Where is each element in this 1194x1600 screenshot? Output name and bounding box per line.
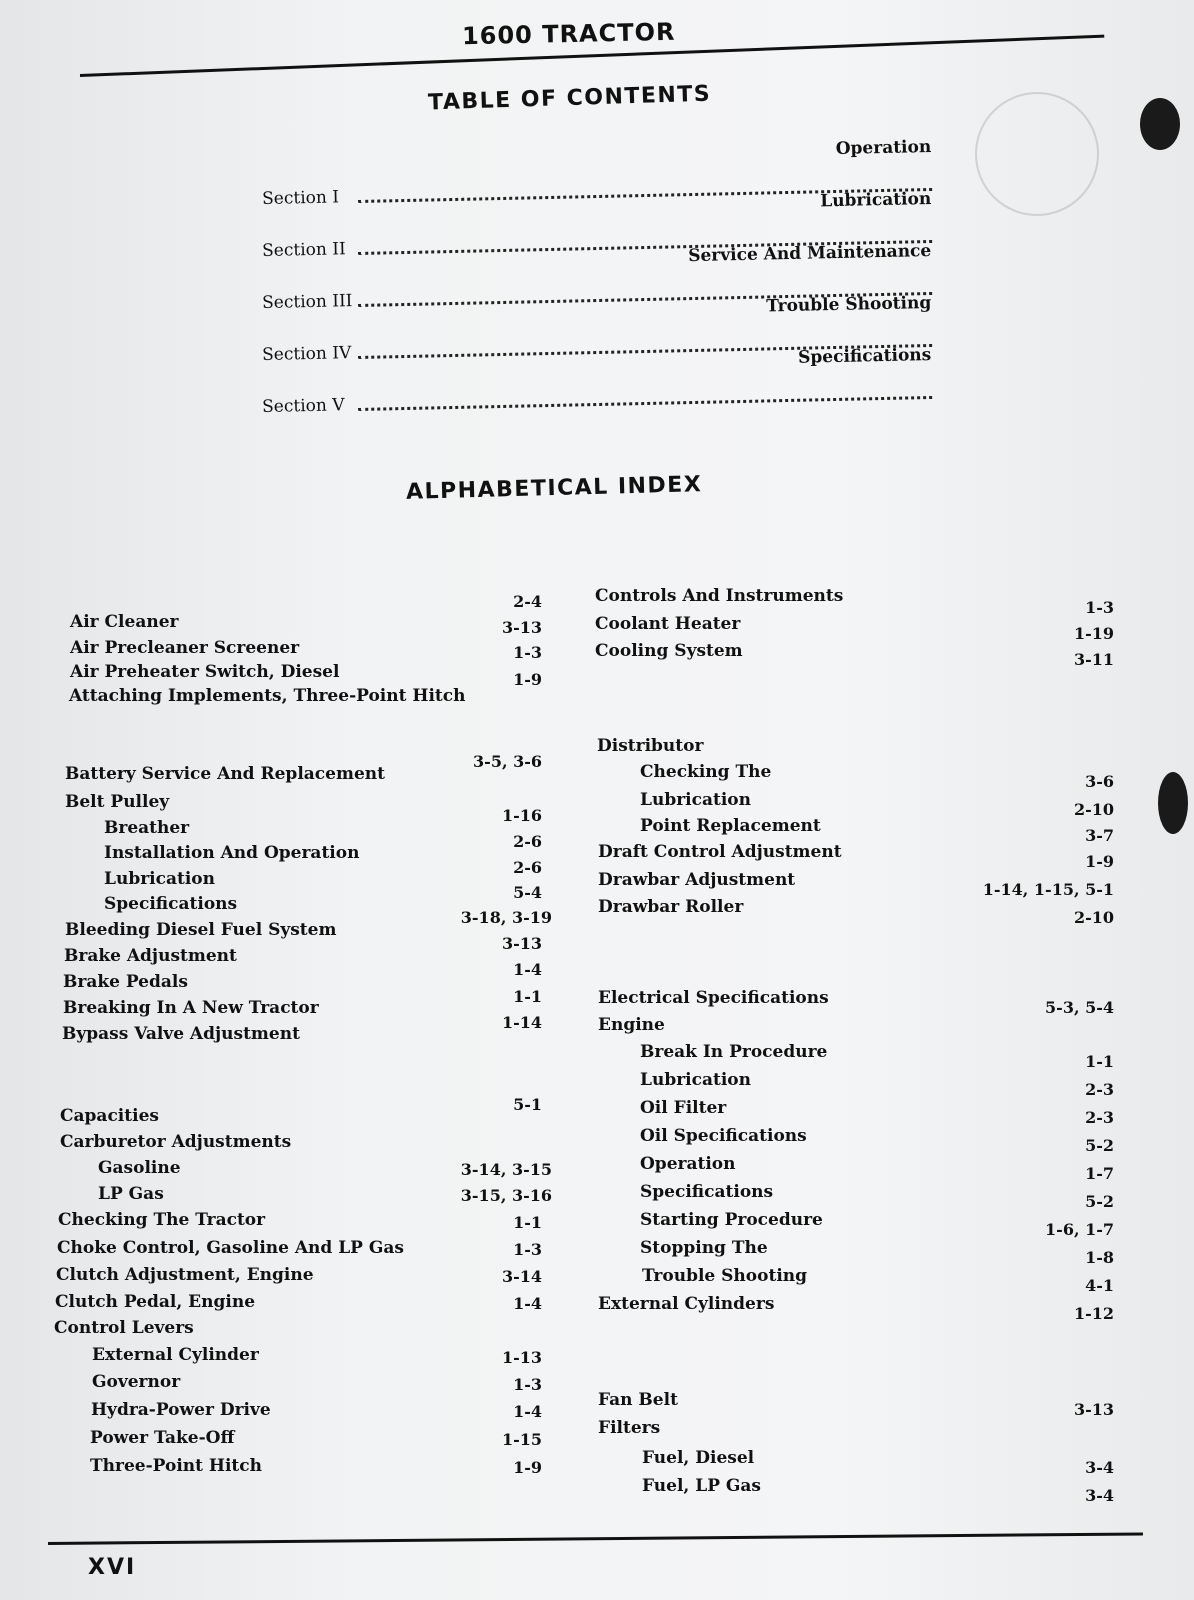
toc-section: Section IV <box>261 343 352 366</box>
index-page: 3-13 <box>501 618 542 637</box>
index-entry: Engine <box>598 1015 665 1035</box>
index-entry: Starting Procedure <box>640 1210 823 1230</box>
toc-title: Service And Maintenance <box>688 240 932 267</box>
index-entry: Three-Point Hitch <box>90 1456 262 1476</box>
index-page: 1-3 <box>513 1240 542 1259</box>
index-page: 2-6 <box>513 858 542 877</box>
index-page: 2-10 <box>1073 908 1114 927</box>
index-entry: Brake Adjustment <box>64 946 237 966</box>
index-page: 2-10 <box>1073 800 1114 819</box>
index-page: 2-3 <box>1085 1108 1114 1127</box>
index-entry: Bypass Valve Adjustment <box>62 1024 300 1044</box>
toc-heading: TABLE OF CONTENTS <box>427 81 712 116</box>
index-page: 4-1 <box>1085 1276 1114 1295</box>
index-entry: Choke Control, Gasoline And LP Gas <box>57 1238 404 1258</box>
index-entry: External Cylinders <box>598 1294 775 1314</box>
index-entry: Draft Control Adjustment <box>598 842 842 862</box>
index-page: 1-8 <box>1085 1248 1114 1267</box>
index-page: 1-12 <box>1073 1304 1114 1323</box>
index-page: 3-5, 3-6 <box>473 752 542 771</box>
index-entry: Lubrication <box>104 869 215 889</box>
index-entry: Point Replacement <box>640 816 821 836</box>
index-page: 1-14, 1-15, 5-1 <box>982 880 1114 899</box>
index-entry: Break In Procedure <box>640 1042 828 1062</box>
index-entry: Breaking In A New Tractor <box>63 998 319 1018</box>
index-page: 1-19 <box>1073 624 1114 643</box>
index-page: 1-3 <box>513 643 542 662</box>
index-page: 1-9 <box>513 1458 542 1477</box>
index-page: 3-4 <box>1085 1458 1114 1477</box>
index-entry: Clutch Adjustment, Engine <box>56 1265 314 1285</box>
toc-section: Section II <box>261 239 346 262</box>
index-entry: Cooling System <box>595 641 743 661</box>
index-entry: Trouble Shooting <box>642 1266 808 1286</box>
index-entry: Lubrication <box>640 790 751 810</box>
index-entry: Governor <box>92 1372 181 1392</box>
index-entry: Controls And Instruments <box>595 586 844 606</box>
index-page: 2-4 <box>513 592 542 611</box>
page-header-title: 1600 TRACTOR <box>461 17 676 51</box>
index-entry: Specifications <box>640 1182 774 1202</box>
index-page: 1-15 <box>501 1430 542 1449</box>
index-entry: Specifications <box>104 894 238 914</box>
page-number: XVI <box>88 1555 137 1580</box>
index-page: 1-4 <box>513 1294 542 1313</box>
footer-rule <box>48 1532 1143 1545</box>
index-page: 3-7 <box>1085 826 1114 845</box>
index-entry: External Cylinder <box>92 1345 259 1365</box>
index-entry: Oil Specifications <box>640 1126 807 1146</box>
index-page: 3-11 <box>1073 650 1114 669</box>
toc-section: Section III <box>261 291 353 314</box>
index-page: 3-14, 3-15 <box>460 1160 552 1179</box>
toc-title: Lubrication <box>820 188 932 212</box>
index-entry: Air Precleaner Screener <box>70 638 300 658</box>
index-page: 1-1 <box>513 1213 542 1232</box>
index-page: 1-6, 1-7 <box>1045 1220 1114 1239</box>
index-page: 3-18, 3-19 <box>460 908 552 927</box>
index-entry: Stopping The <box>640 1238 768 1258</box>
index-entry: Clutch Pedal, Engine <box>55 1292 256 1312</box>
index-page: 2-6 <box>513 832 542 851</box>
index-entry: Coolant Heater <box>595 614 741 634</box>
index-page: 1-4 <box>513 1402 542 1421</box>
index-entry: Fan Belt <box>598 1390 678 1410</box>
index-entry: Hydra-Power Drive <box>91 1400 271 1420</box>
index-entry: Belt Pulley <box>65 792 170 812</box>
index-entry: Checking The Tractor <box>58 1210 266 1230</box>
toc-leader-dots <box>358 396 932 411</box>
toc-title: Operation <box>835 136 932 159</box>
index-heading: ALPHABETICAL INDEX <box>405 472 703 505</box>
index-page: 1-14 <box>501 1013 542 1032</box>
index-entry: Power Take-Off <box>90 1428 235 1448</box>
index-entry: Capacities <box>60 1106 159 1126</box>
toc-section: Section V <box>261 395 345 418</box>
index-entry: Drawbar Adjustment <box>598 870 796 890</box>
index-entry: Oil Filter <box>640 1098 727 1118</box>
index-entry: LP Gas <box>98 1184 164 1204</box>
index-entry: Air Cleaner <box>70 612 179 632</box>
index-page: 1-13 <box>501 1348 542 1367</box>
index-page: 5-2 <box>1085 1192 1114 1211</box>
index-entry: Attaching Implements, Three-Point Hitch <box>69 686 466 706</box>
binder-hole-top <box>1140 98 1180 150</box>
faint-emblem-show-through <box>975 92 1099 216</box>
index-entry: Fuel, LP Gas <box>642 1476 761 1496</box>
index-entry: Carburetor Adjustments <box>60 1132 292 1152</box>
index-page: 1-3 <box>1085 598 1114 617</box>
binder-hole-middle <box>1158 772 1188 834</box>
index-entry: Control Levers <box>54 1318 194 1338</box>
index-page: 1-1 <box>1085 1052 1114 1071</box>
index-page: 1-7 <box>1085 1164 1114 1183</box>
index-entry: Checking The <box>640 762 772 782</box>
index-entry: Air Preheater Switch, Diesel <box>70 662 340 682</box>
index-entry: Lubrication <box>640 1070 751 1090</box>
index-page: 1-3 <box>513 1375 542 1394</box>
index-entry: Fuel, Diesel <box>642 1448 755 1468</box>
index-entry: Operation <box>640 1154 736 1174</box>
index-page: 1-16 <box>501 806 542 825</box>
index-page: 3-4 <box>1085 1486 1114 1505</box>
toc-title: Specifications <box>797 344 932 368</box>
index-page: 3-6 <box>1085 772 1114 791</box>
index-entry: Bleeding Diesel Fuel System <box>65 920 337 940</box>
index-page: 3-13 <box>1073 1400 1114 1419</box>
index-entry: Battery Service And Replacement <box>65 764 385 784</box>
index-page: 2-3 <box>1085 1080 1114 1099</box>
index-page: 1-1 <box>513 987 542 1006</box>
index-page: 5-2 <box>1085 1136 1114 1155</box>
index-page: 5-3, 5-4 <box>1045 998 1114 1017</box>
index-page: 3-14 <box>501 1267 542 1286</box>
index-page: 3-15, 3-16 <box>460 1186 552 1205</box>
index-entry: Gasoline <box>98 1158 181 1178</box>
index-page: 1-4 <box>513 960 542 979</box>
toc-section: Section I <box>261 187 340 210</box>
index-page: 5-1 <box>513 1095 542 1114</box>
index-entry: Distributor <box>597 736 704 756</box>
index-entry: Filters <box>598 1418 661 1438</box>
index-entry: Installation And Operation <box>104 843 360 863</box>
index-page: 5-4 <box>513 883 542 902</box>
index-entry: Brake Pedals <box>63 972 188 992</box>
index-entry: Drawbar Roller <box>598 897 744 917</box>
index-page: 1-9 <box>1085 852 1114 871</box>
index-entry: Breather <box>104 818 190 838</box>
index-page: 3-13 <box>501 934 542 953</box>
toc-title: Trouble Shooting <box>766 292 932 317</box>
index-entry: Electrical Specifications <box>598 988 829 1008</box>
index-page: 1-9 <box>513 670 542 689</box>
